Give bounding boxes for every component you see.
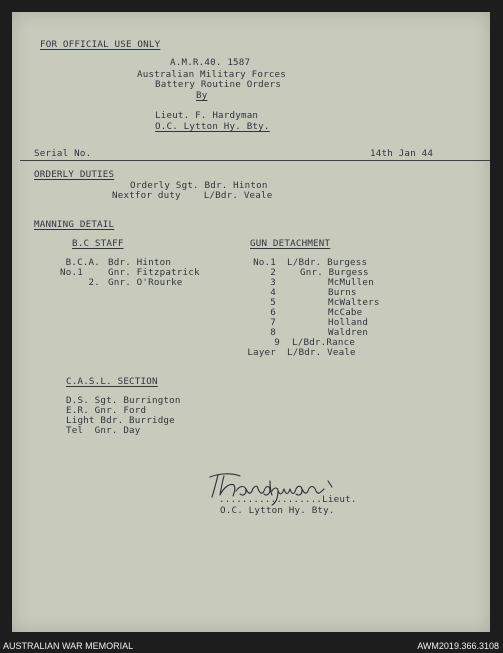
casl-line: E.R. Gnr. Ford xyxy=(66,405,147,416)
gun-crew-name: McMullen xyxy=(328,277,374,288)
gun-crew-name: L/Bdr. Burgess xyxy=(287,257,368,268)
reference-number: A.M.R.40. 1587 xyxy=(170,57,251,68)
bc-staff-position: 2. xyxy=(88,277,100,288)
gun-crew-name: Holland xyxy=(328,317,369,328)
gun-crew-name: Waldren xyxy=(328,327,369,338)
gun-number: 2 xyxy=(270,267,276,278)
gun-number: 4 xyxy=(270,287,276,298)
casl-line: Light Bdr. Burridge xyxy=(66,415,175,426)
gun-number: 3 xyxy=(270,277,276,288)
gun-number: Layer xyxy=(247,347,276,358)
gun-number: 7 xyxy=(270,317,276,328)
bc-staff-name: Gnr. O'Rourke xyxy=(108,277,183,288)
organisation: Australian Military Forces xyxy=(137,69,287,80)
order-date: 14th Jan 44 xyxy=(370,148,434,159)
gun-crew-name: Burns xyxy=(328,287,357,298)
document-title: Battery Routine Orders xyxy=(155,79,282,90)
gun-crew-name: McCabe xyxy=(328,307,363,318)
by-label: By xyxy=(196,90,208,101)
bc-staff-name: Bdr. Hinton xyxy=(108,257,172,268)
serial-label: Serial No. xyxy=(34,148,92,159)
gun-crew-name: L/Bdr.Rance xyxy=(292,337,356,348)
gun-number: No.1 xyxy=(253,257,276,268)
casl-line: Tel Gnr. Day xyxy=(66,425,141,436)
signature-unit: O.C. Lytton Hy. Bty. xyxy=(220,505,335,516)
official-use-banner: FOR OFFICIAL USE ONLY xyxy=(40,39,161,50)
gun-detachment-heading: GUN DETACHMENT xyxy=(250,238,331,249)
gun-crew-name: L/Bdr. Veale xyxy=(287,347,356,358)
signature-dotted-line: ..................Lieut. xyxy=(219,494,357,505)
gun-number: 6 xyxy=(270,307,276,318)
orderly-sergeant: Orderly Sgt. Bdr. Hinton xyxy=(130,180,268,191)
bc-staff-heading: B.C STAFF xyxy=(72,238,124,249)
serial-rule xyxy=(20,160,490,161)
gun-number: 9 xyxy=(274,337,280,348)
gun-crew-name: Gnr. Burgess xyxy=(300,267,369,278)
casl-heading: C.A.S.L. SECTION xyxy=(66,376,158,387)
issuing-unit: O.C. Lytton Hy. Bty. xyxy=(155,121,270,132)
gun-crew-name: McWalters xyxy=(328,297,380,308)
issuing-officer: Lieut. F. Hardyman xyxy=(155,110,259,121)
bc-staff-position: B.C.A. xyxy=(65,257,100,268)
gun-number: 8 xyxy=(270,327,276,338)
bc-staff-position: No.1 xyxy=(60,267,83,278)
footer-source: AUSTRALIAN WAR MEMORIAL xyxy=(3,641,134,651)
next-for-duty: Nextfor duty L/Bdr. Veale xyxy=(112,190,273,201)
footer-accession-number: AWM2019.366.3108 xyxy=(417,641,499,651)
manning-detail-heading: MANNING DETAIL xyxy=(34,219,115,230)
bc-staff-name: Gnr. Fitzpatrick xyxy=(108,267,200,278)
gun-number: 5 xyxy=(270,297,276,308)
casl-line: D.S. Sgt. Burrington xyxy=(66,395,181,406)
orderly-duties-heading: ORDERLY DUTIES xyxy=(34,169,115,180)
